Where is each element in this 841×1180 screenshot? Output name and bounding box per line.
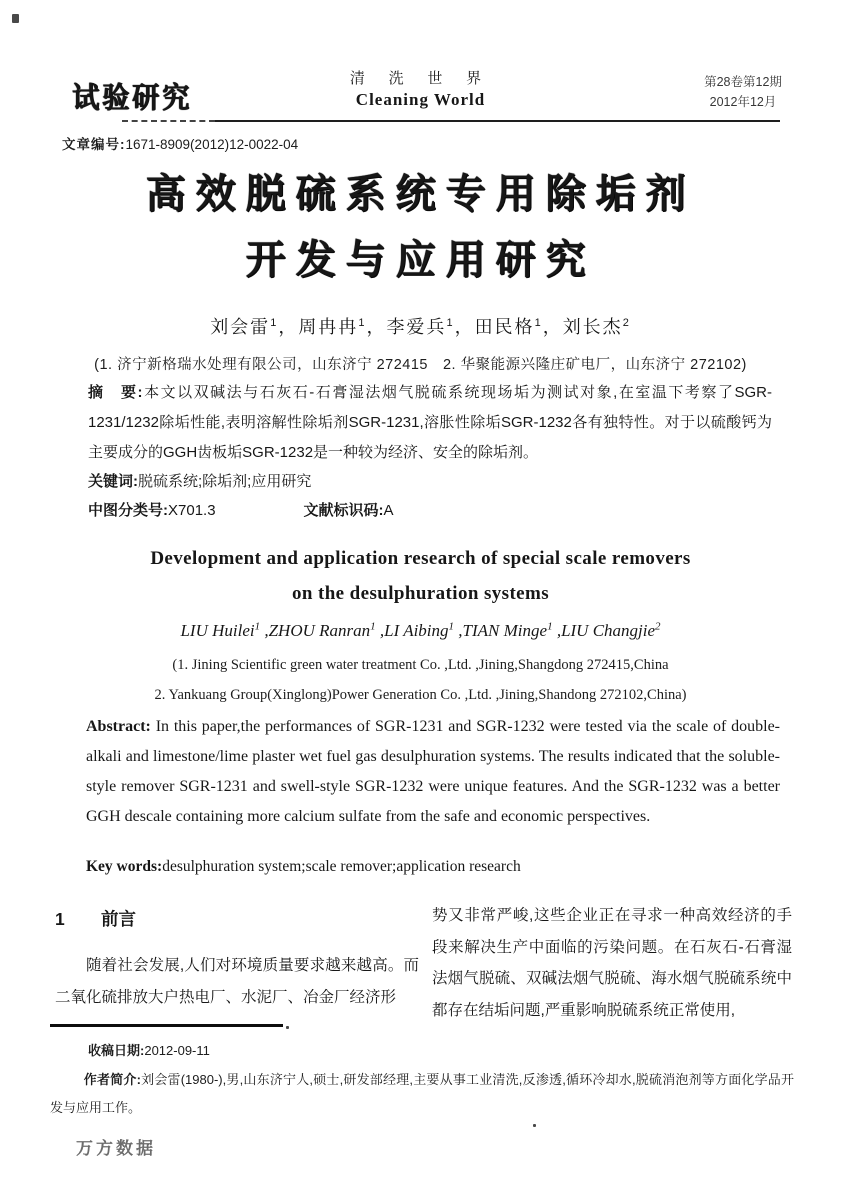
author-en: TIAN Minge$^1$ , bbox=[462, 620, 562, 640]
header-rule bbox=[215, 120, 780, 122]
scan-speck bbox=[286, 1026, 289, 1029]
section-1-title: 前言 bbox=[101, 909, 136, 929]
doc-code-label: 文献标识码: bbox=[303, 502, 384, 519]
affiliations-cn: (1. 济宁新格瑞水处理有限公司，山东济宁 272415 2. 华聚能源兴隆庄矿电厂，山东济宁 272102) bbox=[94, 357, 747, 373]
author-en: LIU Changjie$^2$ bbox=[561, 620, 661, 640]
author-cn: 刘长杰$^2$ bbox=[562, 317, 631, 337]
article-number-label: 文章编号: bbox=[62, 137, 126, 152]
received-date-label: 收稿日期: bbox=[88, 1043, 145, 1058]
journal-title-cn: 清 洗 世 界 bbox=[349, 71, 492, 87]
paper-title-cn-line2: 开发与应用研究 bbox=[245, 238, 596, 282]
author-bio-line bbox=[50, 1066, 794, 1122]
scan-speck bbox=[533, 1124, 536, 1127]
author-bio-text: 刘会雷(1980-),男,山东济宁人,硕士,研发部经理,主要从事工业清洗,反渗透,循环冷却水,脱硫消泡剂等方面化学品开发与应用工作。 bbox=[50, 1072, 794, 1115]
abstract-en-text: In this paper,the performances of SGR-1231 and SGR-1232 were tested via the scale of double-alkali and limestone/lime plaster wet fuel gas desulphuration systems. The results indicated that the soluble-style remover SGR-1231 and swell-style SGR-1232 were unique features. And the SGR-1232 was a better GGH descale containing more calcium sulfate from the safe and economic perspectives. bbox=[86, 718, 780, 825]
author-cn: 周冉冉$^1$， bbox=[298, 317, 387, 337]
author-cn: 李爱兵$^1$， bbox=[386, 317, 475, 337]
affiliations-en-line1: (1. Jining Scientific green water treatment Co. ,Ltd. ,Jining,Shangdong 272415,China bbox=[172, 657, 669, 673]
received-date-line bbox=[88, 1040, 210, 1059]
received-date: 2012-09-11 bbox=[144, 1043, 210, 1058]
abstract-cn-text: 本文以双碱法与石灰石-石膏湿法烟气脱硫系统现场垢为测试对象,在室温下考察了SGR-1231/1232除垢性能,表明溶解性除垢剂SGR-1231,溶胀性除垢SGR-1232各有独特性。对于以硫酸钙为主要成分的GGH齿板垢SGR-1232是一种较为经济、安全的除垢剂。 bbox=[88, 384, 772, 461]
header-rule-dashed bbox=[122, 120, 215, 122]
paper-title-en-line1: Development and application research of special scale removers bbox=[150, 548, 691, 569]
author-en: LIU Huilei$^1$ , bbox=[180, 620, 269, 640]
keywords-cn-label: 关键词: bbox=[88, 473, 138, 490]
article-number: 1671-8909(2012)12-0022-04 bbox=[125, 137, 299, 152]
clc-label: 中图分类号: bbox=[88, 502, 168, 519]
clc-line bbox=[88, 499, 394, 520]
section-1-number: 1 bbox=[55, 909, 65, 929]
column-section-label: 试验研究 bbox=[72, 81, 192, 114]
wanfang-watermark: 万方数据 bbox=[76, 1139, 156, 1158]
footnote-divider bbox=[50, 1024, 283, 1027]
abstract-en-label: Abstract: bbox=[86, 718, 151, 735]
issue-date: 2012年12月 bbox=[709, 95, 777, 109]
keywords-en bbox=[86, 858, 521, 876]
author-cn: 田民格$^1$， bbox=[474, 317, 563, 337]
author-bio-label: 作者简介: bbox=[83, 1072, 141, 1087]
keywords-en-text: desulphuration system;scale remover;application research bbox=[162, 858, 521, 875]
abstract-cn-label: 摘 要: bbox=[88, 384, 143, 401]
author-cn: 刘会雷$^1$， bbox=[210, 317, 299, 337]
body-right-column: 势又非常严峻,这些企业正在寻求一种高效经济的手段来解决生产中面临的污染问题。在石灰石-石膏湿法烟气脱硫、双碱法烟气脱硫、海水烟气脱硫系统中都存在结垢问题,严重影响脱硫系统正常使用, bbox=[432, 907, 792, 1019]
abstract-cn bbox=[88, 378, 772, 468]
scan-speck bbox=[12, 14, 19, 23]
keywords-en-label: Key words: bbox=[86, 858, 163, 875]
paper-title-en-line2: on the desulphuration systems bbox=[291, 583, 550, 604]
issue-info bbox=[678, 72, 808, 112]
section-1-heading bbox=[55, 906, 136, 931]
abstract-en bbox=[86, 712, 780, 832]
journal-title-en: Cleaning World bbox=[355, 90, 486, 109]
authors-cn bbox=[0, 313, 841, 339]
affiliations-en-line2: 2. Yankuang Group(Xinglong)Power Generation Co. ,Ltd. ,Jining,Shandong 272102,China) bbox=[154, 687, 687, 703]
body-left-column: 随着社会发展,人们对环境质量要求越来越高。而二氧化硫排放大户热电厂、水泥厂、冶金厂经济形 bbox=[55, 957, 419, 1006]
clc-value: X701.3 bbox=[168, 502, 216, 519]
keywords-cn bbox=[88, 470, 311, 491]
keywords-cn-text: 脱硫系统;除垢剂;应用研究 bbox=[138, 473, 312, 490]
paper-title-cn-line1: 高效脱硫系统专用除垢剂 bbox=[145, 172, 696, 216]
article-number-line bbox=[62, 133, 298, 153]
volume-issue: 第28卷第12期 bbox=[704, 75, 782, 89]
authors-en bbox=[0, 620, 841, 641]
author-en: ZHOU Ranran$^1$ , bbox=[268, 620, 385, 640]
author-en: LI Aibing$^1$ , bbox=[384, 620, 463, 640]
doc-code-value: A bbox=[383, 502, 394, 519]
